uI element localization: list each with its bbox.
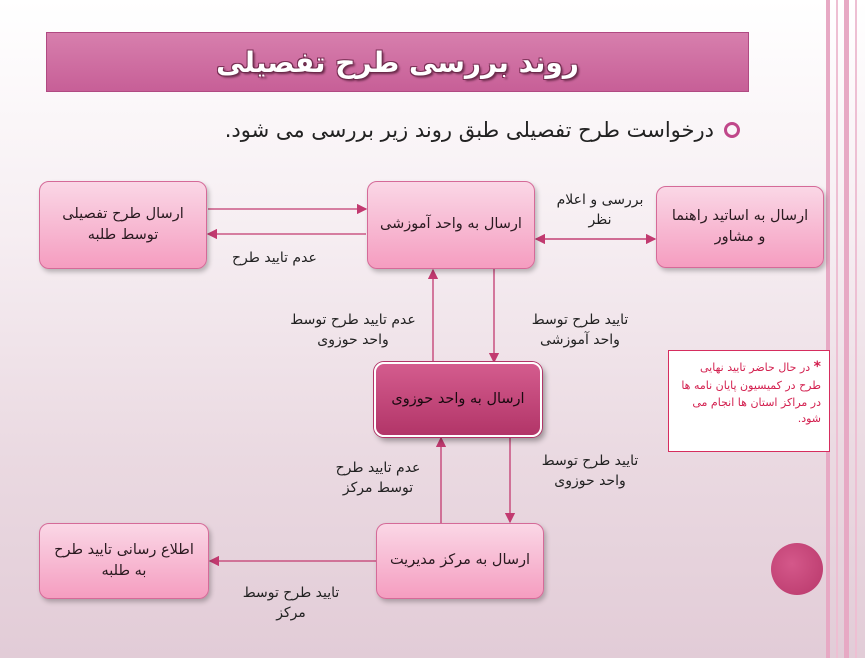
decorative-circle [771, 543, 823, 595]
node-center-label: ارسال به مرکز مدیریت [389, 552, 531, 569]
node-student-send [39, 181, 207, 269]
node-advisors [656, 186, 824, 268]
node-center [376, 523, 544, 599]
node-notify-student-label: اطلاع رسانی تایید طرح به طلبه [54, 541, 194, 579]
node-advisors-label: ارسال به اساتید راهنما و مشاور [671, 207, 809, 245]
node-regional-unit-label: ارسال به واحد حوزوی [391, 390, 525, 407]
node-notify-student [39, 523, 209, 599]
slide-title: روند بررسی طرح تفصیلی [216, 45, 579, 79]
note-text: در حال حاضر تایید نهایی طرح در کمیسیون پایان نامه ها در مراکز استان ها انجام می شود. [681, 361, 821, 425]
note-star: * [813, 359, 821, 375]
label-approved-center: تایید طرح توسط مرکز [242, 585, 340, 621]
label-not-approved-regional: عدم تایید طرح توسط واحد حوزوی [290, 312, 416, 348]
label-not-approved-center: عدم تایید طرح توسط مرکز [335, 460, 421, 496]
node-educational-unit-label: ارسال به واحد آموزشی [380, 216, 522, 233]
bullet-text: درخواست طرح تفصیلی طبق روند زیر بررسی می شود. [224, 118, 714, 142]
label-approved-educational: تایید طرح توسط واحد آموزشی [531, 312, 629, 348]
node-regional-unit [374, 362, 542, 437]
label-not-approved: عدم تایید طرح [232, 250, 317, 266]
label-review: بررسی و اعلام نظر [556, 192, 644, 228]
label-approved-regional: تایید طرح توسط واحد حوزوی [541, 453, 639, 489]
note-box [668, 350, 830, 452]
node-educational-unit [367, 181, 535, 269]
node-student-send-label: ارسال طرح تفصیلی توسط طلبه [62, 205, 184, 243]
